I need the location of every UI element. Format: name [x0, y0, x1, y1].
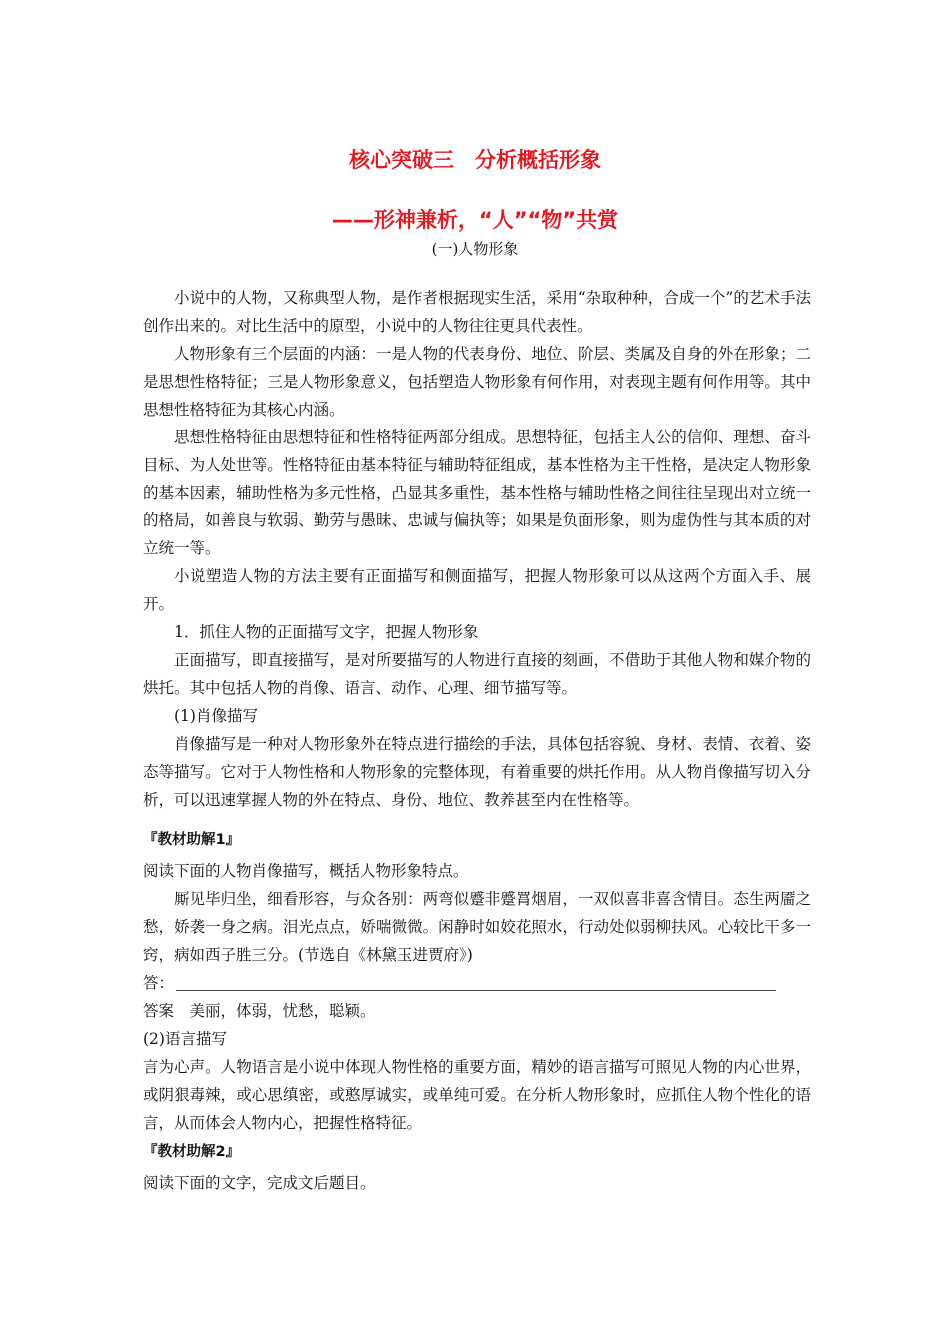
sub-heading: (1)肖像描写	[174, 707, 258, 725]
page-subtitle: ——形神兼析，“人”“物”共赏	[331, 208, 619, 232]
paragraph: 肖像描写是一种对人物形象外在特点进行描绘的手法，具体包括容貌、身材、表情、衣着、姿态等描写。它对于人物性格和人物形象的完整体现，有着重要的烘托作用。从人物肖像描写切入分析，可以迅速掌握人物的外在特点、身份、地位、教养甚至内在性格等。	[143, 735, 811, 809]
answer-field[interactable]	[143, 970, 776, 998]
answer-text: 答案 美丽，体弱，忧愁，聪颖。	[143, 1002, 376, 1020]
paragraph: 小说中的人物，又称典型人物，是作者根据现实生活，采用“杂取种种，合成一个”的艺术手法创作出来的。对比生活中的原型，小说中的人物往往更具代表性。	[143, 289, 811, 335]
sub-heading: (2)语言描写	[143, 1030, 227, 1048]
paragraph: 言为心声。人物语言是小说中体现人物性格的重要方面，精妙的语言描写可照见人物的内心世界，或阴狠毒辣，或心思缜密，或憨厚诚实，或单纯可爱。在分析人物形象时，应抓住人物个性化的语言，从而体会人物内心，把握性格特征。	[143, 1058, 811, 1132]
paragraph: 小说塑造人物的方法主要有正面描写和侧面描写，把握人物形象可以从这两个方面入手、展开。	[143, 567, 811, 613]
aid-prompt: 阅读下面的人物肖像描写，概括人物形象特点。	[143, 862, 469, 880]
aid-passage: 厮见毕归坐，细看形容，与众各别：两弯似蹙非蹙罥烟眉，一双似喜非喜含情目。态生两靥之愁，娇袭一身之病。泪光点点，娇喘微微。闲静时如姣花照水，行动处似弱柳扶风。心较比干多一窍，病如西子胜三分。(节选自《林黛玉进贾府》)	[143, 890, 811, 964]
paragraph: 思想性格特征由思想特征和性格特征两部分组成。思想特征，包括主人公的信仰、理想、奋斗目标、为人处世等。性格特征由基本特征与辅助特征组成，基本性格为主干性格，是决定人物形象的基本因素，辅助性格为多元性格，凸显其多重性，基本性格与辅助性格之间往往呈现出对立统一的格局，如善良与软弱、勤劳与愚昧、忠诚与偏执等；如果是负面形象，则为虚伪性与其本质的对立统一等。	[143, 428, 811, 558]
aid-tag-1: 『教材助解1』	[143, 832, 241, 848]
section-heading: (一)人物形象	[431, 240, 519, 258]
point-heading: 1．抓住人物的正面描写文字，把握人物形象	[174, 623, 479, 641]
aid-tag-2: 『教材助解2』	[143, 1144, 241, 1160]
answer-label: 答：	[143, 974, 175, 992]
aid-prompt: 阅读下面的文字，完成文后题目。	[143, 1174, 376, 1192]
paragraph: 人物形象有三个层面的内涵：一是人物的代表身份、地位、阶层、类属及自身的外在形象；二是思想性格特征；三是人物形象意义，包括塑造人物形象有何作用，对表现主题有何作用等。其中思想性格特征为其核心内涵。	[143, 345, 811, 419]
paragraph: 正面描写，即直接描写，是对所要描写的人物进行直接的刻画，不借助于其他人物和媒介物的烘托。其中包括人物的肖像、语言、动作、心理、细节描写等。	[143, 651, 811, 697]
answer-blank[interactable]	[176, 976, 776, 991]
page-title: 核心突破三 分析概括形象	[349, 148, 601, 172]
